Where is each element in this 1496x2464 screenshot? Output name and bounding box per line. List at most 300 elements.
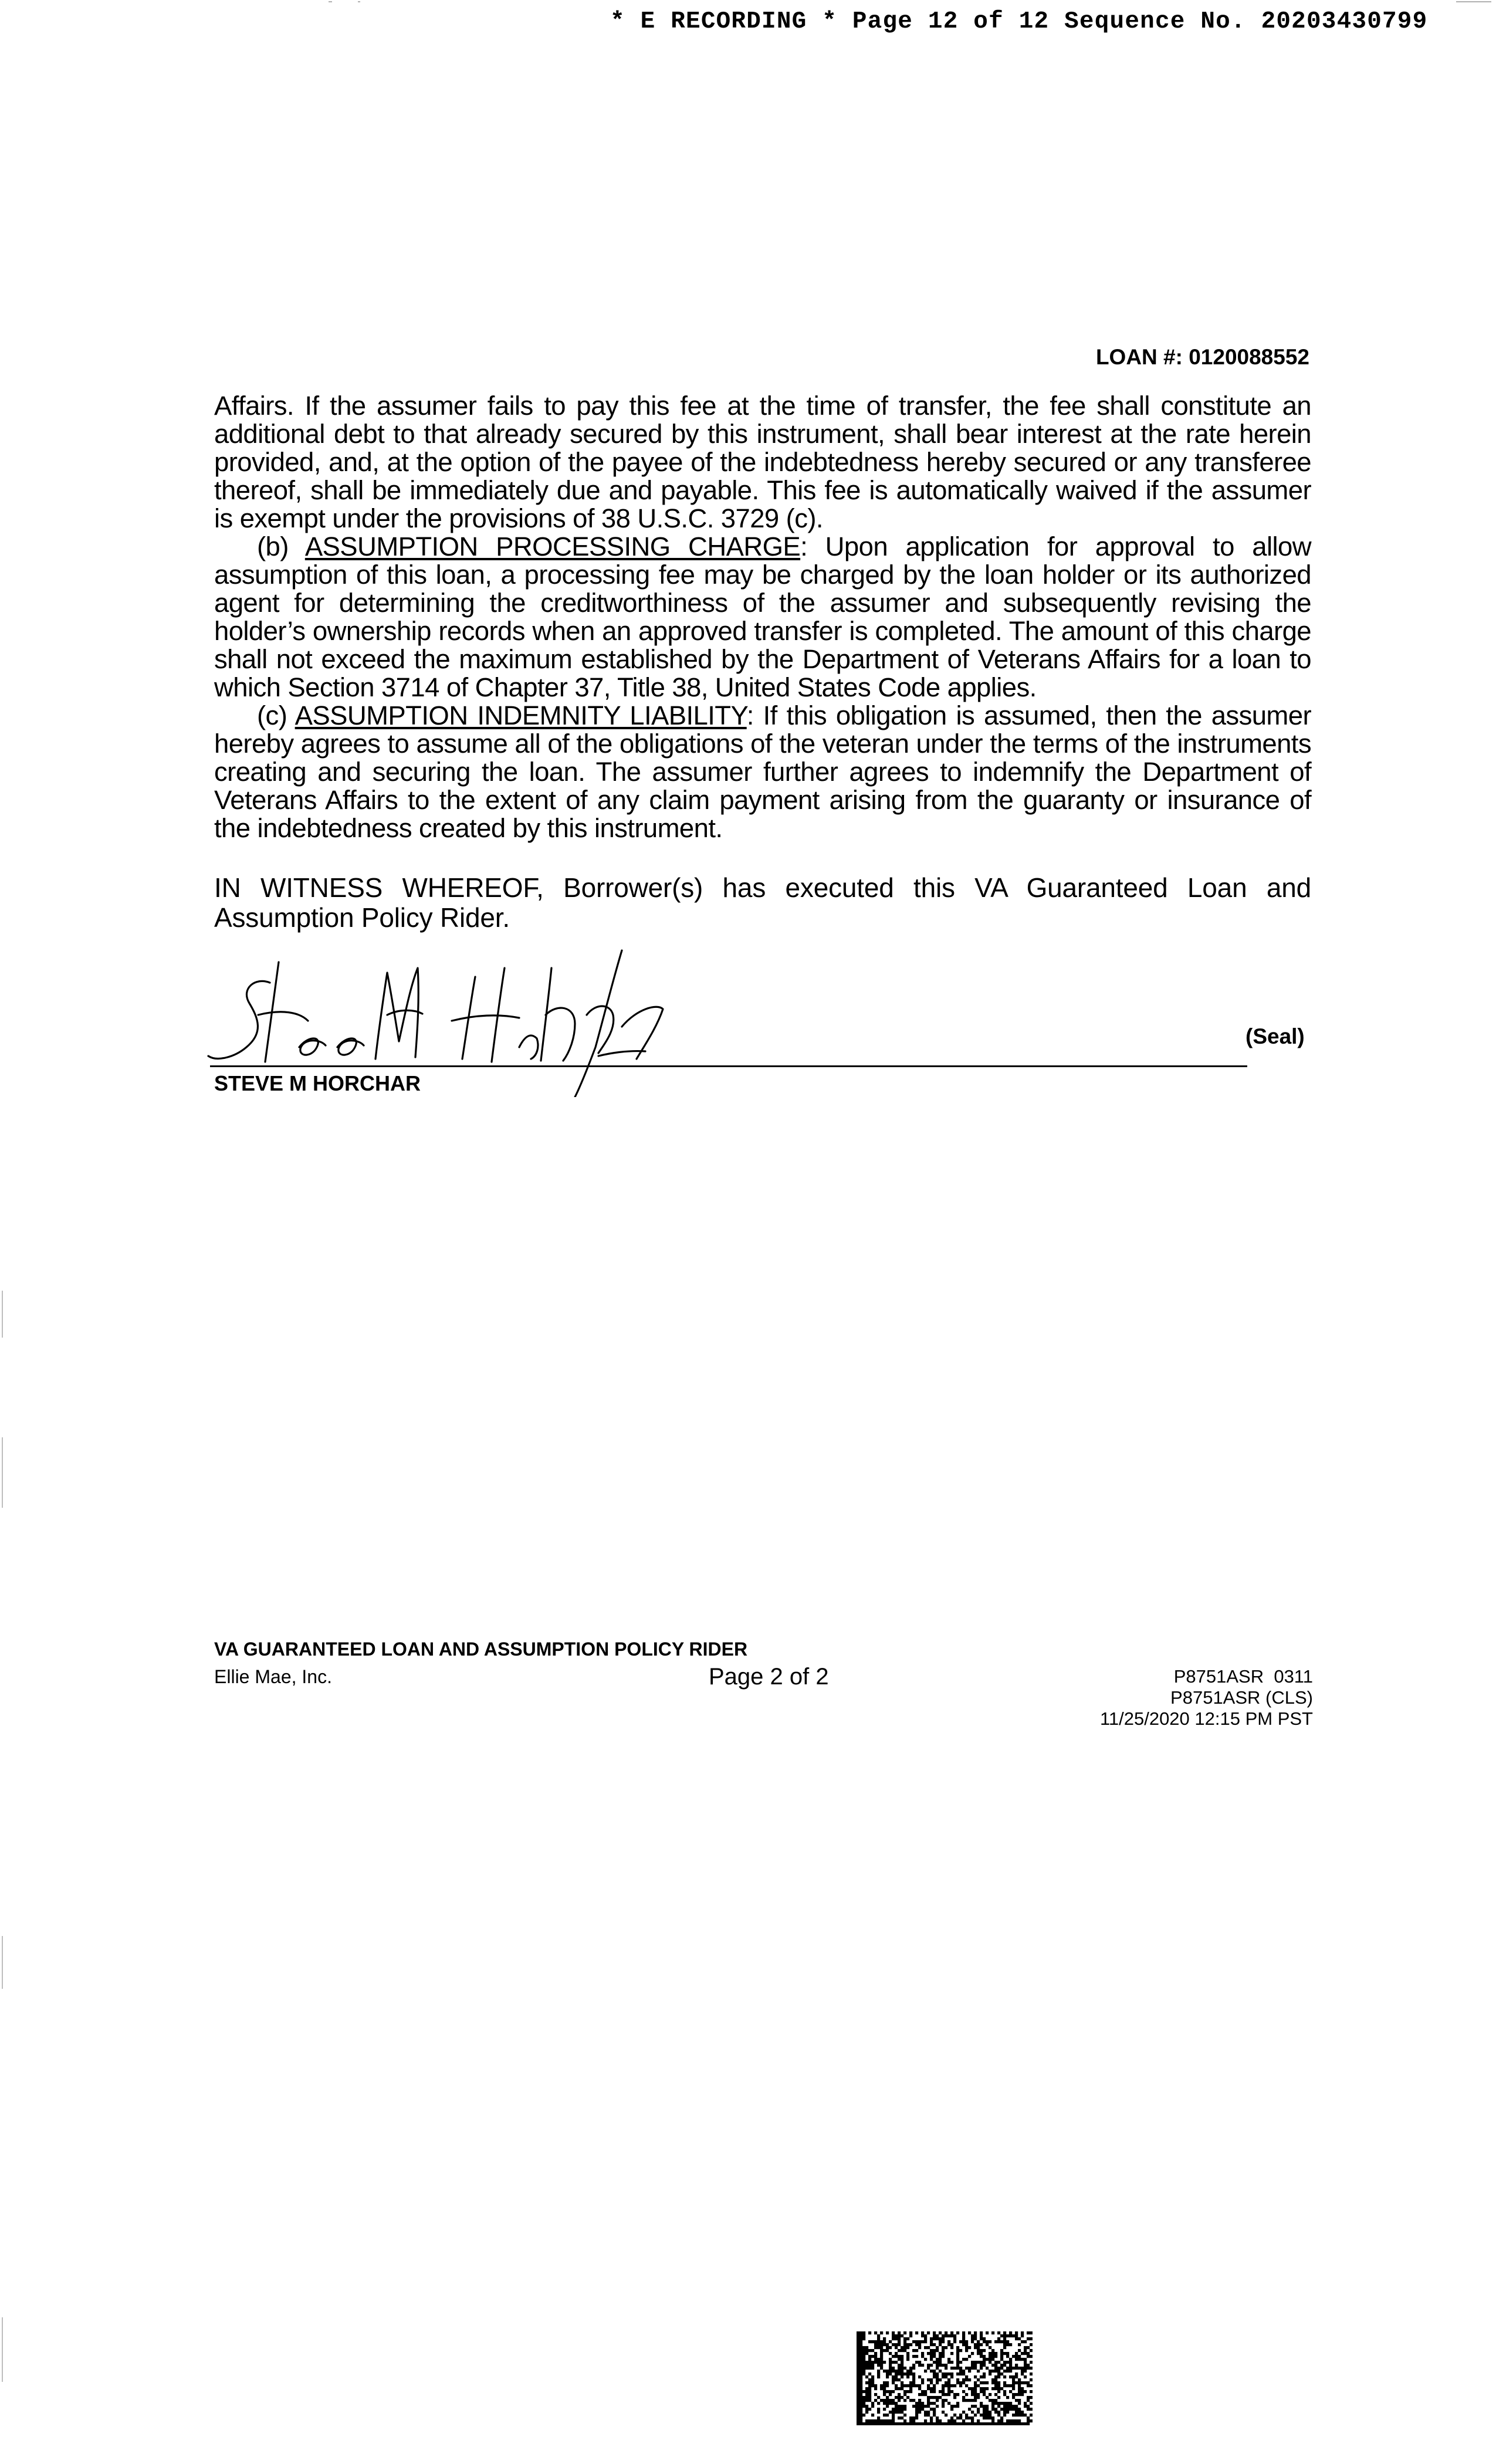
barcode-module [1015, 2367, 1018, 2370]
barcode-module [1030, 2414, 1033, 2416]
barcode-module [991, 2408, 994, 2411]
barcode-module [1015, 2405, 1018, 2408]
barcode-module [901, 2361, 903, 2364]
barcode-module [1009, 2375, 1012, 2378]
barcode-module [915, 2331, 918, 2334]
barcode-module [942, 2390, 945, 2393]
barcode-module [880, 2352, 883, 2355]
barcode-module [989, 2416, 991, 2419]
barcode-module [1012, 2355, 1015, 2358]
barcode-module [877, 2375, 880, 2378]
barcode-module [909, 2331, 912, 2334]
barcode-module [924, 2390, 927, 2393]
barcode-module [862, 2337, 865, 2340]
barcode-module [903, 2419, 906, 2422]
barcode-module [909, 2419, 912, 2422]
barcode-module [1003, 2422, 1006, 2425]
barcode-module [1009, 2405, 1012, 2408]
barcode-module [1030, 2355, 1033, 2358]
barcode-module [968, 2422, 971, 2425]
barcode-module [865, 2399, 868, 2402]
barcode-module [865, 2411, 868, 2414]
barcode-module [1021, 2411, 1024, 2414]
barcode-module [994, 2384, 997, 2387]
barcode-module [868, 2349, 871, 2352]
barcode-module [1021, 2352, 1024, 2355]
barcode-module [974, 2393, 977, 2396]
barcode-module [974, 2334, 977, 2337]
barcode-module [974, 2375, 977, 2378]
barcode-module [912, 2422, 915, 2425]
barcode-module [989, 2393, 991, 2396]
barcode-module [1009, 2331, 1012, 2334]
barcode-module [983, 2340, 986, 2343]
barcode-module [936, 2367, 939, 2370]
barcode-module [859, 2367, 862, 2370]
barcode-module [994, 2381, 997, 2384]
barcode-module [906, 2384, 909, 2387]
barcode-module [1030, 2396, 1033, 2399]
barcode-module [947, 2419, 950, 2422]
barcode-module [871, 2367, 874, 2370]
barcode-module [871, 2419, 874, 2422]
barcode-module [980, 2414, 983, 2416]
barcode-module [912, 2349, 915, 2352]
barcode-module [933, 2422, 936, 2425]
barcode-module [1024, 2340, 1027, 2343]
barcode-module [862, 2331, 865, 2334]
barcode-module [901, 2411, 903, 2414]
barcode-module [895, 2355, 898, 2358]
barcode-module [974, 2422, 977, 2425]
barcode-module [877, 2343, 880, 2346]
barcode-module [1009, 2370, 1012, 2372]
barcode-module [1000, 2408, 1003, 2411]
barcode-module [859, 2384, 862, 2387]
barcode-module [1024, 2405, 1027, 2408]
2d-barcode [857, 2331, 1033, 2425]
barcode-module [956, 2393, 959, 2396]
barcode-module [886, 2405, 889, 2408]
barcode-module [1009, 2408, 1012, 2411]
barcode-module [980, 2352, 983, 2355]
barcode-module [921, 2355, 924, 2358]
barcode-module [1030, 2402, 1033, 2405]
barcode-module [1012, 2405, 1015, 2408]
barcode-module [965, 2422, 968, 2425]
barcode-module [877, 2346, 880, 2349]
barcode-module [953, 2414, 956, 2416]
barcode-module [997, 2402, 1000, 2405]
barcode-module [936, 2346, 939, 2349]
barcode-module [968, 2408, 971, 2411]
barcode-module [1018, 2349, 1021, 2352]
barcode-module [857, 2346, 859, 2349]
barcode-module [991, 2349, 994, 2352]
barcode-module [868, 2399, 871, 2402]
barcode-module [918, 2340, 921, 2343]
barcode-module [1000, 2422, 1003, 2425]
barcode-module [857, 2414, 859, 2416]
barcode-module [889, 2390, 892, 2393]
barcode-module [874, 2422, 877, 2425]
barcode-module [965, 2399, 968, 2402]
barcode-module [868, 2396, 871, 2399]
barcode-module [1012, 2381, 1015, 2384]
barcode-module [892, 2419, 895, 2422]
barcode-module [1009, 2367, 1012, 2370]
barcode-module [994, 2408, 997, 2411]
form-title: VA GUARANTEED LOAN AND ASSUMPTION POLICY RIDER [214, 1639, 748, 1660]
barcode-module [868, 2331, 871, 2334]
barcode-module [1006, 2405, 1009, 2408]
barcode-module [1027, 2364, 1030, 2367]
barcode-module [950, 2352, 953, 2355]
barcode-module [1015, 2408, 1018, 2411]
barcode-module [936, 2399, 939, 2402]
barcode-module [927, 2367, 930, 2370]
barcode-module [933, 2355, 936, 2358]
barcode-module [868, 2364, 871, 2367]
barcode-module [953, 2340, 956, 2343]
barcode-module [1024, 2414, 1027, 2416]
barcode-module [898, 2355, 901, 2358]
barcode-module [921, 2340, 924, 2343]
barcode-module [1024, 2367, 1027, 2370]
barcode-module [977, 2422, 980, 2425]
barcode-module [921, 2381, 924, 2384]
barcode-module [915, 2411, 918, 2414]
barcode-module [898, 2387, 901, 2390]
barcode-module [927, 2422, 930, 2425]
barcode-module [1003, 2331, 1006, 2334]
barcode-module [997, 2387, 1000, 2390]
barcode-module [892, 2331, 895, 2334]
barcode-module [991, 2399, 994, 2402]
barcode-module [857, 2396, 859, 2399]
barcode-module [968, 2378, 971, 2381]
barcode-module [989, 2355, 991, 2358]
barcode-module [962, 2381, 965, 2384]
barcode-module [857, 2367, 859, 2370]
barcode-module [883, 2390, 886, 2393]
barcode-module [936, 2422, 939, 2425]
barcode-module [1018, 2378, 1021, 2381]
barcode-module [936, 2375, 939, 2378]
barcode-module [983, 2337, 986, 2340]
barcode-module [942, 2375, 945, 2378]
barcode-module [857, 2422, 859, 2425]
barcode-module [936, 2378, 939, 2381]
barcode-module [965, 2346, 968, 2349]
barcode-module [889, 2352, 892, 2355]
barcode-module [883, 2381, 886, 2384]
barcode-module [1009, 2422, 1012, 2425]
barcode-module [983, 2361, 986, 2364]
barcode-module [862, 2372, 865, 2375]
barcode-module [895, 2334, 898, 2337]
barcode-module [871, 2355, 874, 2358]
barcode-module [859, 2378, 862, 2381]
barcode-module [989, 2422, 991, 2425]
barcode-module [868, 2358, 871, 2361]
barcode-module [892, 2367, 895, 2370]
barcode-module [1012, 2334, 1015, 2337]
barcode-module [930, 2419, 933, 2422]
barcode-module [880, 2346, 883, 2349]
barcode-module [974, 2381, 977, 2384]
barcode-module [877, 2372, 880, 2375]
barcode-module [865, 2390, 868, 2393]
page-number: Page 2 of 2 [709, 1664, 829, 1690]
barcode-module [880, 2361, 883, 2364]
barcode-module [947, 2340, 950, 2343]
barcode-module [942, 2334, 945, 2337]
barcode-module [991, 2419, 994, 2422]
barcode-module [997, 2405, 1000, 2408]
section-c-text: : If this obligation is assumed, then the assumer hereby agrees to assume all of the obligations of the veteran under the terms of the instruments creating and securing the loan. The assumer further agrees to indemnify the Department of Veterans Affairs to the extent of any claim payment arising from the guaranty or insurance of the indebtedness created by this instrument. [214, 700, 1311, 843]
barcode-module [871, 2375, 874, 2378]
barcode-module [871, 2364, 874, 2367]
barcode-module [997, 2372, 1000, 2375]
barcode-module [915, 2340, 918, 2343]
barcode-module [977, 2349, 980, 2352]
barcode-module [930, 2416, 933, 2419]
barcode-module [1015, 2352, 1018, 2355]
barcode-module [877, 2358, 880, 2361]
barcode-module [889, 2361, 892, 2364]
barcode-module [983, 2416, 986, 2419]
barcode-module [980, 2361, 983, 2364]
barcode-module [857, 2343, 859, 2346]
barcode-module [871, 2384, 874, 2387]
barcode-module [997, 2331, 1000, 2334]
barcode-module [962, 2334, 965, 2337]
barcode-module [886, 2422, 889, 2425]
barcode-module [895, 2396, 898, 2399]
barcode-module [918, 2411, 921, 2414]
barcode-module [991, 2422, 994, 2425]
barcode-module [1018, 2419, 1021, 2422]
barcode-module [921, 2405, 924, 2408]
barcode-module [883, 2340, 886, 2343]
barcode-module [921, 2393, 924, 2396]
barcode-module [915, 2422, 918, 2425]
barcode-module [1024, 2381, 1027, 2384]
barcode-module [945, 2393, 947, 2396]
barcode-module [997, 2367, 1000, 2370]
barcode-module [1024, 2349, 1027, 2352]
barcode-module [959, 2416, 962, 2419]
barcode-module [868, 2408, 871, 2411]
barcode-module [953, 2422, 956, 2425]
barcode-module [989, 2346, 991, 2349]
barcode-module [1015, 2331, 1018, 2334]
barcode-module [933, 2390, 936, 2393]
barcode-module [1000, 2367, 1003, 2370]
barcode-module [859, 2390, 862, 2393]
barcode-module [962, 2337, 965, 2340]
barcode-module [857, 2364, 859, 2367]
form-code-2: P8751ASR (CLS) [1170, 1687, 1313, 1708]
barcode-module [991, 2387, 994, 2390]
barcode-module [927, 2411, 930, 2414]
barcode-module [930, 2343, 933, 2346]
barcode-module [953, 2419, 956, 2422]
scan-speck [2, 1936, 3, 1989]
barcode-module [924, 2337, 927, 2340]
barcode-module [980, 2422, 983, 2425]
barcode-module [903, 2372, 906, 2375]
barcode-module [859, 2337, 862, 2340]
barcode-module [857, 2337, 859, 2340]
barcode-module [868, 2340, 871, 2343]
barcode-module [991, 2355, 994, 2358]
barcode-module [980, 2381, 983, 2384]
barcode-module [939, 2352, 942, 2355]
barcode-module [889, 2370, 892, 2372]
barcode-module [942, 2340, 945, 2343]
barcode-module [962, 2358, 965, 2361]
barcode-module [903, 2390, 906, 2393]
barcode-module [974, 2414, 977, 2416]
barcode-module [1009, 2334, 1012, 2337]
barcode-module [991, 2405, 994, 2408]
barcode-module [883, 2419, 886, 2422]
barcode-module [1012, 2375, 1015, 2378]
barcode-module [983, 2411, 986, 2414]
barcode-module [886, 2375, 889, 2378]
barcode-module [1009, 2390, 1012, 2393]
barcode-module [947, 2361, 950, 2364]
barcode-module [965, 2367, 968, 2370]
signer-name: STEVE M HORCHAR [214, 1071, 421, 1095]
barcode-module [865, 2352, 868, 2355]
barcode-module [1027, 2408, 1030, 2411]
barcode-module [880, 2422, 883, 2425]
barcode-module [968, 2331, 971, 2334]
barcode-module [859, 2408, 862, 2411]
barcode-module [892, 2381, 895, 2384]
barcode-module [974, 2399, 977, 2402]
barcode-module [965, 2393, 968, 2396]
barcode-module [1000, 2358, 1003, 2361]
barcode-module [983, 2355, 986, 2358]
barcode-module [1006, 2419, 1009, 2422]
barcode-module [956, 2378, 959, 2381]
barcode-module [924, 2414, 927, 2416]
barcode-module [1018, 2343, 1021, 2346]
barcode-module [962, 2370, 965, 2372]
barcode-module [862, 2399, 865, 2402]
barcode-module [901, 2396, 903, 2399]
barcode-module [991, 2370, 994, 2372]
barcode-module [857, 2349, 859, 2352]
barcode-module [915, 2402, 918, 2405]
barcode-module [939, 2370, 942, 2372]
barcode-module [977, 2346, 980, 2349]
barcode-module [945, 2334, 947, 2337]
barcode-module [980, 2337, 983, 2340]
barcode-module [901, 2384, 903, 2387]
barcode-module [1003, 2414, 1006, 2416]
barcode-module [1006, 2384, 1009, 2387]
barcode-module [921, 2408, 924, 2411]
barcode-module [968, 2387, 971, 2390]
barcode-module [862, 2352, 865, 2355]
barcode-module [921, 2331, 924, 2334]
barcode-module [865, 2364, 868, 2367]
barcode-module [1015, 2393, 1018, 2396]
barcode-module [889, 2402, 892, 2405]
barcode-module [1030, 2349, 1033, 2352]
barcode-module [933, 2408, 936, 2411]
barcode-module [889, 2422, 892, 2425]
barcode-module [1003, 2352, 1006, 2355]
barcode-module [1003, 2346, 1006, 2349]
barcode-module [903, 2337, 906, 2340]
barcode-module [895, 2408, 898, 2411]
barcode-module [868, 2372, 871, 2375]
barcode-module [865, 2375, 868, 2378]
barcode-module [983, 2358, 986, 2361]
barcode-module [862, 2370, 865, 2372]
barcode-module [880, 2340, 883, 2343]
barcode-module [1024, 2364, 1027, 2367]
barcode-module [927, 2346, 930, 2349]
barcode-module [965, 2375, 968, 2378]
scan-speck [329, 1, 332, 2]
barcode-module [865, 2361, 868, 2364]
barcode-module [933, 2414, 936, 2416]
barcode-module [939, 2343, 942, 2346]
barcode-module [977, 2411, 980, 2414]
barcode-module [1021, 2370, 1024, 2372]
barcode-module [974, 2367, 977, 2370]
section-b-text: : Upon application for approval to allow assumption of this loan, a processing fee may be charged by the loan holder or its authorized agent for determining the creditworthiness of the assumer and subsequently revising the holder’s ownership records when an approved transfer is completed. The amount of this charge shall not exceed the maximum established by the Department of Veterans Affairs for a loan to which Section 3714 of Chapter 37, Title 38, United States Code applies. [214, 532, 1311, 702]
barcode-module [933, 2402, 936, 2405]
barcode-module [906, 2337, 909, 2340]
barcode-module [865, 2393, 868, 2396]
barcode-module [933, 2343, 936, 2346]
barcode-module [956, 2416, 959, 2419]
barcode-module [942, 2355, 945, 2358]
barcode-module [1030, 2343, 1033, 2346]
barcode-module [991, 2416, 994, 2419]
barcode-module [1027, 2337, 1030, 2340]
barcode-module [901, 2381, 903, 2384]
barcode-module [983, 2349, 986, 2352]
scan-speck [2, 1291, 3, 1338]
barcode-module [857, 2384, 859, 2387]
barcode-module [939, 2378, 942, 2381]
barcode-module [986, 2408, 989, 2411]
barcode-module [903, 2331, 906, 2334]
barcode-module [865, 2422, 868, 2425]
barcode-module [947, 2384, 950, 2387]
barcode-module [997, 2390, 1000, 2393]
barcode-module [986, 2381, 989, 2384]
barcode-module [956, 2381, 959, 2384]
barcode-module [880, 2399, 883, 2402]
section-b-prefix: (b) [257, 532, 305, 561]
barcode-module [956, 2405, 959, 2408]
barcode-module [918, 2361, 921, 2364]
barcode-module [874, 2419, 877, 2422]
barcode-module [886, 2343, 889, 2346]
barcode-module [968, 2367, 971, 2370]
barcode-module [994, 2387, 997, 2390]
